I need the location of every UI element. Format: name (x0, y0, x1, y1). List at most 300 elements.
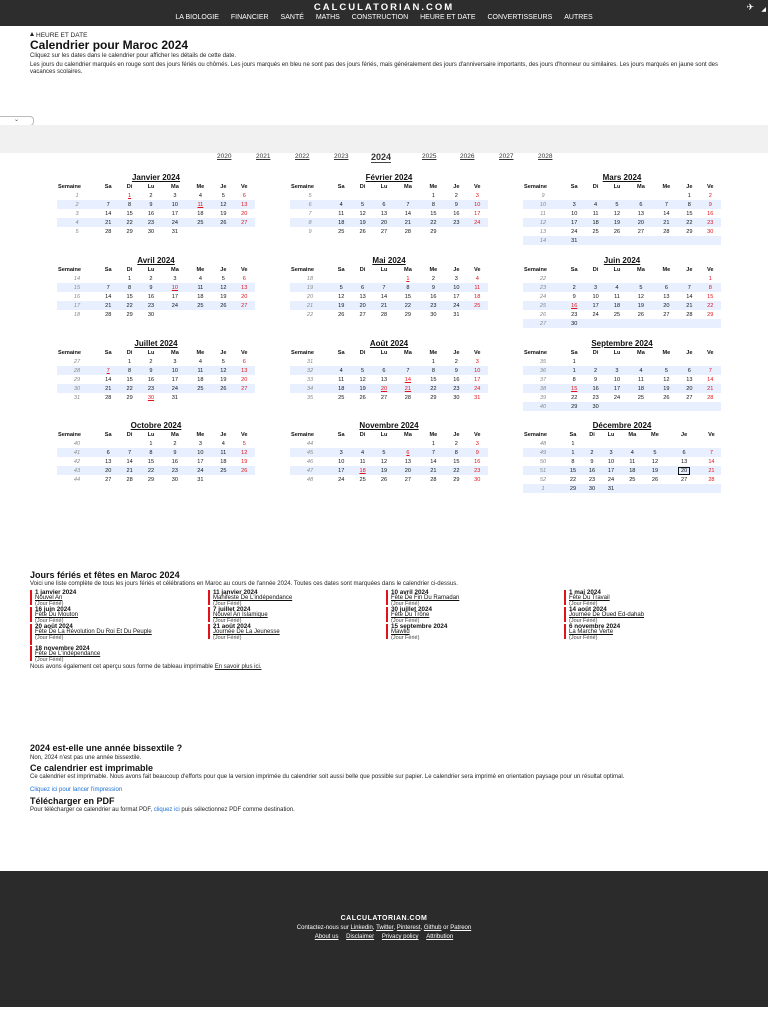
day-cell[interactable]: 2 (454, 358, 458, 365)
day-cell[interactable]: 25 (213, 466, 233, 475)
day-cell[interactable]: 6 (679, 366, 699, 375)
day-cell[interactable]: 2 (149, 275, 153, 282)
month-title[interactable]: Décembre 2024 (592, 421, 652, 430)
day-cell[interactable]: 26 (213, 218, 233, 227)
day-cell[interactable]: 31 (601, 484, 621, 493)
day-cell[interactable]: 23 (700, 218, 721, 227)
day-cell[interactable]: 3 (173, 192, 177, 199)
day-cell[interactable]: 18 (197, 376, 204, 383)
day-cell[interactable]: 6 (395, 448, 420, 457)
day-cell[interactable]: 3 (563, 200, 585, 209)
day-cell[interactable]: 7 (373, 283, 395, 292)
day-cell[interactable]: 28 (105, 228, 112, 235)
day-cell[interactable]: 22 (700, 301, 721, 310)
day-cell[interactable]: 13 (404, 458, 412, 465)
breadcrumb[interactable]: HEURE ET DATE (30, 32, 87, 39)
year-link[interactable]: 2021 (256, 153, 271, 160)
day-cell[interactable]: 3 (173, 358, 177, 365)
day-cell[interactable]: 30 (147, 394, 155, 401)
day-cell[interactable]: 22 (421, 384, 446, 393)
day-cell[interactable]: 13 (663, 293, 670, 300)
day-cell[interactable]: 7 (421, 448, 446, 457)
day-cell[interactable]: 1 (563, 448, 583, 457)
day-cell[interactable]: 10 (162, 283, 187, 292)
patreon-link[interactable]: Patreon (450, 925, 472, 931)
day-cell[interactable]: 2 (563, 283, 585, 292)
day-cell[interactable]: 19 (330, 301, 352, 310)
day-cell[interactable]: 29 (707, 311, 714, 318)
day-cell[interactable]: 3 (475, 358, 479, 365)
day-cell[interactable]: 22 (119, 218, 139, 227)
day-cell[interactable]: 9 (140, 283, 162, 292)
day-cell[interactable]: 26 (613, 228, 621, 235)
day-cell[interactable]: 5 (221, 358, 225, 365)
day-cell[interactable]: 7 (97, 283, 119, 292)
day-cell[interactable]: 4 (330, 366, 352, 375)
day-cell[interactable]: 17 (606, 384, 628, 393)
day-cell[interactable]: 24 (467, 384, 488, 393)
github-link[interactable]: Github (423, 925, 442, 931)
day-cell[interactable]: 26 (651, 476, 659, 483)
day-cell[interactable]: 21 (373, 301, 395, 310)
day-cell[interactable]: 7 (395, 366, 420, 375)
day-cell[interactable]: 13 (105, 458, 112, 465)
day-cell[interactable]: 1 (128, 192, 132, 199)
month-title[interactable]: Mars 2024 (602, 173, 642, 182)
day-cell[interactable]: 30 (430, 311, 437, 318)
day-cell[interactable]: 24 (162, 384, 187, 393)
day-cell[interactable]: 17 (563, 218, 585, 227)
day-cell[interactable]: 22 (395, 301, 420, 310)
day-cell[interactable]: 4 (198, 192, 202, 199)
day-cell[interactable]: 8 (140, 448, 162, 457)
day-cell[interactable]: 20 (241, 376, 248, 383)
day-cell[interactable]: 17 (453, 293, 460, 300)
day-cell[interactable]: 19 (352, 218, 372, 227)
day-cell[interactable]: 3 (173, 275, 177, 282)
day-cell[interactable]: 12 (234, 448, 255, 457)
day-cell[interactable]: 22 (679, 218, 699, 227)
day-cell[interactable]: 6 (654, 283, 679, 292)
day-cell[interactable]: 11 (338, 210, 345, 217)
day-cell[interactable]: 14 (105, 293, 112, 300)
day-cell[interactable]: 16 (585, 384, 605, 393)
day-cell[interactable]: 6 (373, 366, 395, 375)
year-link[interactable]: 2022 (295, 153, 310, 160)
day-cell[interactable]: 12 (613, 210, 621, 217)
day-cell[interactable]: 25 (338, 394, 345, 401)
day-cell[interactable]: 21 (421, 466, 446, 475)
day-cell[interactable]: 28 (686, 311, 693, 318)
day-cell[interactable]: 2 (583, 448, 601, 457)
day-cell[interactable]: 20 (666, 466, 702, 475)
day-cell[interactable]: 13 (380, 210, 388, 217)
day-cell[interactable]: 28 (708, 476, 715, 483)
day-cell[interactable]: 27 (404, 476, 412, 483)
day-cell[interactable]: 24 (613, 394, 621, 401)
day-cell[interactable]: 7 (654, 200, 679, 209)
day-cell[interactable]: 15 (563, 466, 583, 475)
footer-logo[interactable]: CALCULATORIAN.COM (340, 915, 428, 922)
day-cell[interactable]: 4 (585, 200, 605, 209)
day-cell[interactable]: 12 (338, 293, 345, 300)
linkedin-link[interactable]: Linkedin (350, 925, 373, 931)
day-cell[interactable]: 8 (421, 366, 446, 375)
day-cell[interactable]: 1 (149, 440, 153, 447)
day-cell[interactable]: 29 (126, 394, 133, 401)
day-cell[interactable]: 3 (198, 440, 202, 447)
day-cell[interactable]: 21 (97, 218, 119, 227)
day-cell[interactable]: 27 (663, 311, 670, 318)
day-cell[interactable]: 28 (707, 394, 714, 401)
day-cell[interactable]: 10 (607, 458, 615, 465)
day-cell[interactable]: 3 (475, 440, 479, 447)
day-cell[interactable]: 19 (606, 218, 628, 227)
day-cell[interactable]: 5 (644, 448, 667, 457)
day-cell[interactable]: 26 (234, 466, 255, 475)
day-cell[interactable]: 1 (128, 275, 132, 282)
day-cell[interactable]: 17 (171, 293, 179, 300)
day-cell[interactable]: 8 (446, 448, 466, 457)
day-cell[interactable]: 11 (188, 366, 213, 375)
day-cell[interactable]: 29 (686, 228, 693, 235)
pinterest-link[interactable]: Pinterest (396, 925, 421, 931)
day-cell[interactable]: 16 (147, 376, 155, 383)
month-title[interactable]: Mai 2024 (372, 256, 406, 265)
about-us-link[interactable]: About us (314, 934, 339, 940)
day-cell[interactable]: 10 (338, 458, 345, 465)
day-cell[interactable]: 15 (453, 458, 460, 465)
day-cell[interactable]: 20 (241, 293, 248, 300)
disclaimer-link[interactable]: Disclaimer (346, 934, 375, 940)
day-cell[interactable]: 20 (373, 218, 395, 227)
day-cell[interactable]: 19 (220, 293, 227, 300)
day-cell[interactable]: 10 (188, 448, 213, 457)
month-title[interactable]: Février 2024 (365, 173, 413, 182)
day-cell[interactable]: 29 (563, 484, 583, 493)
day-cell[interactable]: 10 (162, 366, 187, 375)
day-cell[interactable]: 8 (119, 200, 139, 209)
day-cell[interactable]: 19 (352, 384, 372, 393)
day-cell[interactable]: 6 (242, 192, 246, 199)
day-cell[interactable]: 31 (453, 311, 460, 318)
day-cell[interactable]: 26 (359, 394, 366, 401)
day-cell[interactable]: 10 (162, 200, 187, 209)
day-cell[interactable]: 27 (234, 301, 255, 310)
year-link[interactable]: 2026 (460, 153, 475, 160)
day-cell[interactable]: 30 (583, 484, 601, 493)
day-cell[interactable]: 16 (453, 210, 460, 217)
day-cell[interactable]: 1 (431, 192, 435, 199)
day-cell[interactable]: 10 (571, 210, 578, 217)
day-cell[interactable]: 5 (628, 283, 653, 292)
nav-item-construction[interactable]: CONSTRUCTION (351, 14, 409, 21)
day-cell[interactable]: 25 (188, 301, 213, 310)
day-cell[interactable]: 28 (105, 394, 112, 401)
year-link-active[interactable]: 2024 (371, 152, 392, 162)
day-cell[interactable]: 1 (687, 192, 691, 199)
day-cell[interactable]: 13 (680, 458, 688, 465)
day-cell[interactable]: 20 (97, 466, 119, 475)
day-cell[interactable]: 16 (583, 466, 601, 475)
day-cell[interactable]: 15 (563, 384, 585, 393)
month-title[interactable]: Novembre 2024 (359, 421, 419, 430)
day-cell[interactable]: 19 (220, 376, 227, 383)
day-cell[interactable]: 24 (162, 218, 187, 227)
day-cell[interactable]: 25 (338, 228, 345, 235)
day-cell[interactable]: 3 (606, 366, 628, 375)
site-logo[interactable]: CALCULATORIAN.COM (313, 2, 455, 13)
day-cell[interactable]: 25 (188, 218, 213, 227)
day-cell[interactable]: 9 (162, 448, 187, 457)
day-cell[interactable]: 17 (171, 210, 179, 217)
day-cell[interactable]: 19 (373, 466, 395, 475)
day-cell[interactable]: 5 (373, 448, 395, 457)
day-cell[interactable]: 27 (637, 228, 645, 235)
day-cell[interactable]: 3 (601, 448, 621, 457)
day-cell[interactable]: 20 (241, 210, 248, 217)
day-cell[interactable]: 12 (213, 200, 233, 209)
day-cell[interactable]: 8 (700, 283, 721, 292)
day-cell[interactable]: 30 (453, 394, 460, 401)
day-cell[interactable]: 26 (637, 311, 645, 318)
day-cell[interactable]: 4 (198, 358, 202, 365)
day-cell[interactable]: 12 (637, 293, 645, 300)
day-cell[interactable]: 22 (571, 394, 578, 401)
day-cell[interactable]: 26 (338, 311, 345, 318)
day-cell[interactable]: 11 (188, 283, 213, 292)
day-cell[interactable]: 3 (585, 283, 605, 292)
day-cell[interactable]: 15 (686, 210, 693, 217)
day-cell[interactable]: 24 (446, 301, 466, 310)
nav-item-convertisseurs[interactable]: CONVERTISSEURS (487, 14, 553, 21)
day-cell[interactable]: 14 (126, 458, 133, 465)
day-cell[interactable]: 14 (404, 210, 412, 217)
day-cell[interactable]: 4 (330, 200, 352, 209)
day-cell[interactable]: 15 (707, 293, 714, 300)
day-cell[interactable]: 11 (213, 448, 233, 457)
day-cell[interactable]: 18 (606, 301, 628, 310)
day-cell[interactable]: 20 (679, 384, 699, 393)
day-cell[interactable]: 17 (474, 210, 481, 217)
day-cell[interactable]: 10 (613, 376, 621, 383)
day-cell[interactable]: 20 (352, 301, 372, 310)
day-cell[interactable]: 13 (637, 210, 645, 217)
day-cell[interactable]: 7 (97, 200, 119, 209)
day-cell[interactable]: 28 (404, 228, 412, 235)
day-cell[interactable]: 24 (592, 311, 599, 318)
day-cell[interactable]: 28 (663, 228, 670, 235)
day-cell[interactable]: 4 (621, 448, 644, 457)
year-link[interactable]: 2028 (538, 153, 553, 160)
nav-item-heure-date[interactable]: HEURE ET DATE (420, 14, 476, 21)
day-cell[interactable]: 1 (128, 358, 132, 365)
day-cell[interactable]: 2 (708, 192, 712, 199)
day-cell[interactable]: 30 (147, 228, 155, 235)
nav-item-sante[interactable]: SANTÉ (280, 14, 304, 21)
day-cell[interactable]: 9 (446, 366, 466, 375)
month-title[interactable]: Avril 2024 (137, 256, 175, 265)
day-cell[interactable]: 14 (707, 376, 714, 383)
attribution-link[interactable]: Attribution (426, 934, 454, 940)
day-cell[interactable]: 23 (592, 394, 599, 401)
day-cell[interactable]: 3 (475, 192, 479, 199)
day-cell[interactable]: 2 (454, 440, 458, 447)
day-cell[interactable]: 8 (119, 283, 139, 292)
day-cell[interactable]: 25 (637, 394, 645, 401)
day-cell[interactable]: 13 (380, 376, 388, 383)
day-cell[interactable]: 25 (188, 384, 213, 393)
day-cell[interactable]: 4 (475, 275, 479, 282)
nav-item-biologie[interactable]: LA BIOLOGIE (175, 14, 219, 21)
day-cell[interactable]: 20 (395, 466, 420, 475)
day-cell[interactable]: 16 (147, 210, 155, 217)
day-cell[interactable]: 2 (431, 275, 435, 282)
day-cell[interactable]: 14 (105, 376, 112, 383)
day-cell[interactable]: 6 (666, 448, 702, 457)
day-cell[interactable]: 19 (241, 458, 248, 465)
day-cell[interactable]: 9 (572, 293, 576, 300)
day-cell[interactable]: 30 (707, 228, 714, 235)
day-cell[interactable]: 9 (590, 458, 594, 465)
day-cell[interactable]: 23 (162, 466, 187, 475)
day-cell[interactable]: 23 (140, 384, 162, 393)
day-cell[interactable]: 22 (421, 218, 446, 227)
day-cell[interactable]: 4 (221, 440, 225, 447)
day-cell[interactable]: 5 (221, 275, 225, 282)
day-cell[interactable]: 27 (380, 228, 388, 235)
day-cell[interactable]: 19 (644, 466, 667, 475)
day-cell[interactable]: 10 (592, 293, 599, 300)
day-cell[interactable]: 8 (572, 376, 576, 383)
day-cell[interactable]: 26 (359, 228, 366, 235)
day-cell[interactable]: 2 (173, 440, 177, 447)
day-cell[interactable]: 22 (446, 466, 466, 475)
day-cell[interactable]: 12 (213, 283, 233, 292)
day-cell[interactable]: 20 (654, 301, 679, 310)
day-cell[interactable]: 17 (474, 376, 481, 383)
day-cell[interactable]: 23 (571, 311, 578, 318)
day-cell[interactable]: 23 (588, 476, 596, 483)
share-icon[interactable]: ✈ (746, 2, 754, 12)
day-cell[interactable]: 21 (395, 218, 420, 227)
day-cell[interactable]: 18 (352, 466, 372, 475)
day-cell[interactable]: 18 (330, 218, 352, 227)
day-cell[interactable]: 10 (446, 283, 466, 292)
day-cell[interactable]: 27 (686, 394, 693, 401)
day-cell[interactable]: 6 (628, 200, 653, 209)
day-cell[interactable]: 22 (569, 476, 577, 483)
day-cell[interactable]: 11 (467, 283, 488, 292)
day-cell[interactable]: 30 (474, 476, 481, 483)
day-cell[interactable]: 24 (188, 466, 213, 475)
day-cell[interactable]: 16 (430, 293, 437, 300)
day-cell[interactable]: 29 (563, 402, 585, 411)
day-cell[interactable]: 17 (330, 466, 352, 475)
privacy-policy-link[interactable]: Privacy policy (381, 934, 419, 940)
month-title[interactable]: Juin 2024 (603, 256, 641, 265)
day-cell[interactable]: 14 (105, 210, 112, 217)
day-cell[interactable]: 2 (149, 192, 153, 199)
day-cell[interactable]: 1 (563, 366, 585, 375)
day-cell[interactable]: 21 (702, 466, 721, 475)
printable-table-link[interactable]: En savoir plus ici. (214, 664, 262, 670)
day-cell[interactable]: 13 (234, 200, 255, 209)
day-cell[interactable]: 13 (686, 376, 693, 383)
day-cell[interactable]: 8 (395, 283, 420, 292)
day-cell[interactable]: 24 (162, 301, 187, 310)
day-cell[interactable]: 9 (467, 448, 488, 457)
day-cell[interactable]: 8 (421, 200, 446, 209)
day-cell[interactable]: 11 (592, 210, 599, 217)
day-cell[interactable]: 5 (352, 366, 372, 375)
year-link[interactable]: 2023 (334, 153, 349, 160)
day-cell[interactable]: 23 (467, 466, 488, 475)
day-cell[interactable]: 18 (197, 293, 204, 300)
day-cell[interactable]: 4 (198, 275, 202, 282)
day-cell[interactable]: 11 (614, 293, 620, 300)
day-cell[interactable]: 15 (126, 210, 133, 217)
day-cell[interactable]: 15 (126, 293, 133, 300)
day-cell[interactable]: 14 (380, 293, 388, 300)
day-cell[interactable]: 7 (702, 448, 721, 457)
day-cell[interactable]: 25 (467, 301, 488, 310)
day-cell[interactable]: 17 (601, 466, 621, 475)
day-cell[interactable]: 31 (171, 228, 179, 235)
day-cell[interactable]: 6 (373, 200, 395, 209)
day-cell[interactable]: 18 (197, 210, 204, 217)
day-cell[interactable]: 11 (629, 458, 636, 465)
day-cell[interactable]: 1 (572, 358, 576, 365)
day-cell[interactable]: 26 (213, 384, 233, 393)
day-cell[interactable]: 15 (126, 376, 133, 383)
day-cell[interactable]: 27 (234, 384, 255, 393)
day-cell[interactable]: 24 (467, 218, 488, 227)
day-cell[interactable]: 12 (380, 458, 388, 465)
day-cell[interactable]: 7 (119, 448, 139, 457)
day-cell[interactable]: 25 (359, 476, 366, 483)
day-cell[interactable]: 11 (338, 376, 345, 383)
day-cell[interactable]: 21 (700, 384, 721, 393)
day-cell[interactable]: 18 (220, 458, 227, 465)
day-cell[interactable]: 27 (234, 218, 255, 227)
day-cell[interactable]: 5 (221, 192, 225, 199)
menu-icon[interactable]: ◢ (761, 7, 766, 13)
day-cell[interactable]: 29 (126, 228, 133, 235)
day-cell[interactable]: 28 (126, 476, 133, 483)
day-cell[interactable]: 17 (171, 376, 179, 383)
day-cell[interactable]: 31 (563, 236, 585, 245)
day-cell[interactable]: 19 (654, 384, 679, 393)
day-cell[interactable]: 27 (105, 476, 112, 483)
day-cell[interactable]: 17 (585, 301, 605, 310)
day-cell[interactable]: 9 (594, 376, 598, 383)
day-cell[interactable]: 1 (431, 440, 435, 447)
nav-item-maths[interactable]: MATHS (315, 14, 340, 21)
year-link[interactable]: 2025 (422, 153, 437, 160)
month-title[interactable]: Octobre 2024 (130, 421, 182, 430)
day-cell[interactable]: 22 (140, 466, 162, 475)
day-cell[interactable]: 12 (663, 376, 670, 383)
day-cell[interactable]: 21 (395, 384, 420, 393)
day-cell[interactable]: 20 (628, 218, 653, 227)
day-cell[interactable]: 27 (380, 394, 388, 401)
day-cell[interactable]: 12 (359, 376, 366, 383)
day-cell[interactable]: 1 (406, 275, 410, 282)
day-cell[interactable]: 26 (213, 301, 233, 310)
print-link[interactable]: Cliquez ici pour lancer l'impression (30, 787, 123, 793)
day-cell[interactable]: 18 (585, 218, 605, 227)
